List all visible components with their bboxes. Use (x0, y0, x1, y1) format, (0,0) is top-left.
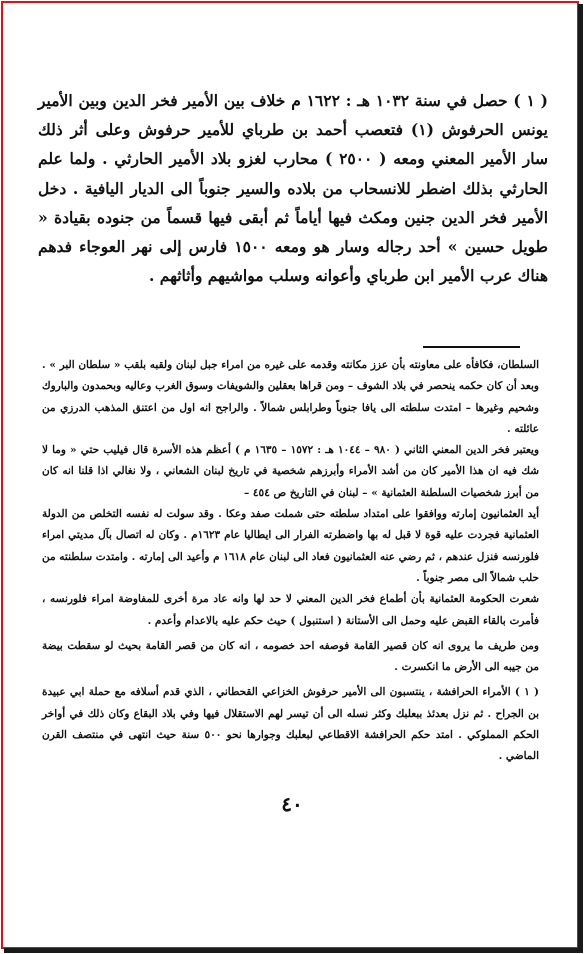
footnote-paragraph-fakhr-aldin: ويعتبر فخر الدين المعني الثاني ( ٩٨٠ – ١٠٤٤ هـ : ١٥٧٢ – ١٦٣٥ م ) أعظم هذه الأسرة قال فيليب حتي « وما لا شك فيه ان هذا الأمير كان من أشد الأمراء وأبرزهم شخصية في تاريخ لبنان الشعاني ، ولا نغالي اذا قلنا انه كان من أبرز شخصيات السلطنة العثمانية » – لبنان في التاريخ ص ٤٥٤ – (42, 444, 540, 499)
main-text-block (38, 86, 548, 290)
footnote-harafisha: ( ١ ) الأمراء الحرافشة ، ينتسبون الى الأمير حرفوش الخزاعي القحطاني ، الذي قدم أسلافه مع حملة ابي عبيدة بن الجراح . ثم نزل بعدئذ ببعلبك وكثر نسله الى أن تيسر لهم الاستقلال فيها وفي بلاد البقاع وكان ذلك في أواخر الحكم المملوكي . امتد حكم الحرافشة الاقطاعي لبعلبك وجوارها نحو ٥٠٠ سنة حيث انتهى في منتصف القرن الماضي . (42, 686, 540, 763)
main-paragraph: ( ١ ) حصل في سنة ١٠٣٢ هـ : ١٦٢٢ م خلاف بين الأمير فخر الدين وبين الأمير يونس الحرفوش (١) فتعصب أحمد بن طرباي للأمير حرفوش وعلى أثر ذلك سار الأمير المعني ومعه ( ٢٥٠٠ ) محارب لغزو بلاد الأمير الحارثي . ولما علم الحارثي بذلك اضطر للانسحاب من بلاده والسير جنوباً الى الديار اليافية . دخل الأمير فخر الدين جنين ومكث فيها أياماً ثم أبقى فيها قسماً من جنوده بقيادة « طويل حسين » أحد رجاله وسار هو ومعه ١٥٠٠ فارس إلى نهر العوجاء فدهم هناك عرب الأمير ابن طرباي وأعوانه وسلب مواشيهم وأثاثهم . (38, 91, 548, 286)
footnote-paragraph-execution: شعرت الحكومة العثمانية بأن أطماع فخر الدين المعني لا حد لها وانه عاد مرة أخرى للمفاوضة امراء فلورنسه ، فأمرت بالقاء القبض عليه وحمل الى الأستانة ( استنبول ) حيث حكم عليه بالاعدام وأعدم . (42, 593, 539, 627)
footnote-continuation: السلطان، فكافأه على معاونته بأن عزز مكانته وقدمه على غيره من امراء جبل لبنان ولقبه بلقب « سلطان البر » . وبعد أن كان حكمه ينحصر في بلاد الشوف – ومن قراها بعقلين والشويفات وسوق الغرب وعاليه وبحمدون والباروك وشحيم وغيرها – امتدت سلطته الى يافا جنوباً وطرابلس شمالاً . والراجح انه اول من اعتنق المذهب الدرزي من عائلته . (42, 359, 539, 435)
frame-shadow-bottom (4, 948, 582, 953)
footnote-separator-rule (423, 346, 520, 348)
footnote-paragraph-anecdote: ومن طريف ما يروى انه كان قصير القامة فوصفه احد خصومه ، انه كان من قصر القامة بحيث لو سقطت بيضة من جيبه الى الأرض ما انكسرت . (42, 639, 539, 674)
page-number: ٤٠ (281, 792, 303, 816)
footnote-paragraph-ottomans: أيد العثمانيون إمارته ووافقوا على امتداد سلطته حتى شملت صفد وعكا . وقد سولت له نفسه التخلص من الدولة العثمانية فجردت عليه قوة لا قبل له بها واضطرته الفرار الى ايطاليا عام ١٦٢٣م . وكان له اتصال بآل مديتي امراء فلورنسه فنزل عندهم ، ثم رضي عنه العثمانيون فعاد الى لبنان عام ١٦١٨ م وأعيد الى إمارته . وامتدت سلطنته من حلب شمالاً الى مصر جنوباً . (42, 508, 539, 584)
frame-shadow-right (578, 4, 583, 953)
footnotes-block (42, 355, 539, 768)
